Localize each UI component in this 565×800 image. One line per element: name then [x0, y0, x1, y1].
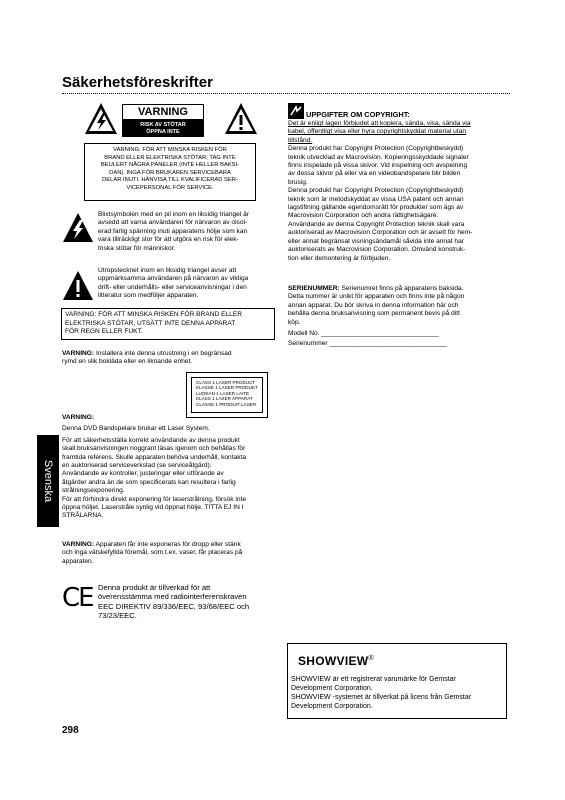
serial-section: [288, 285, 510, 349]
text-line: Det är enligt lagen förbjudet att kopiera, sända, visa, sända via: [288, 120, 471, 127]
language-tab-label: Svenska: [42, 459, 54, 503]
text-line: Development Corporation.: [291, 703, 373, 710]
text-line: kabel, offentligt visa eller hyra copyrightskyddat material utan: [288, 128, 467, 136]
model-label: Modell No.: [288, 330, 320, 338]
text-line: Detta nummer är unikt för apparaten och finns inte på någon: [288, 293, 465, 301]
text-line: auktoriserats av Macrovision Corporation. Omvänd konstruk-: [288, 246, 466, 254]
install-warning-label: VARNING:: [62, 350, 95, 357]
model-blank: ________________________________: [321, 330, 439, 338]
serial-number-label: Serienummer: [288, 340, 328, 348]
copyright-icon: [288, 103, 304, 119]
exclamation-warning-icon: [224, 102, 258, 136]
text-line: 73/23/EEC.: [98, 611, 137, 621]
text-line: FÖR REGN ELLER FUKT.: [65, 328, 143, 336]
showview-logo-text: SHOWVIEW: [298, 654, 369, 668]
bolt-explanation: [98, 211, 278, 253]
showview-logo: [298, 654, 374, 668]
lightning-warning-icon: [84, 102, 118, 136]
text-line: För att förhindra direkt exponering för laserstrålning, försök inte: [62, 495, 246, 503]
laser-heading: VARNING:: [62, 414, 95, 421]
laser-class-label: [186, 372, 268, 418]
drip-warning-label: VARNING:: [62, 541, 95, 548]
varning-head: VARNING: [122, 104, 204, 120]
drip-warning: [62, 541, 280, 566]
fire-warning-box: [61, 308, 275, 340]
text-line: Användande av denna Copyright Protection teknik skall vara: [288, 220, 465, 228]
text-line: VARNING: FÖR ATT MINSKA RISKEN FÖR BRAND ELLER: [65, 311, 242, 318]
text-line: åtgärder andra än de som specificerats kan resultera i farlig: [62, 478, 236, 486]
text-line: STRÅLARNA.: [62, 512, 104, 520]
text-line: litteratur som medföljer apparaten.: [98, 292, 199, 300]
registered-mark: ®: [368, 655, 374, 662]
varning-sub: [122, 120, 204, 137]
text-line: Denna produkt är tillverkad för att: [98, 583, 211, 592]
text-line: auktoriserad av Macrovision Corporation och är avsett för hem-: [288, 229, 473, 237]
serial-blank: ________________________________: [329, 340, 447, 348]
laser-label-line: LUOKAN 1 LASER LAITE: [196, 390, 250, 396]
frame-line: BEULERT NÅGRA PANELER (INTE HELLER BAKSI-: [100, 162, 240, 169]
frame-line: VARNING: FÖR ATT MINSKA RISKEN FÖR: [113, 147, 227, 153]
text-line: finns inspelade på vissa skivor. Vid inspelning och avspelning: [288, 162, 468, 170]
text-line: Blixtsymbolen med en pil inom en liksidig triangel är: [98, 211, 249, 218]
frame-line: BRAND ELLER ELEKTRISKA STÖTAR, TAG INTE: [104, 154, 236, 161]
text-line: SHOWVIEW -systemet är tillverkat på licens från Gemstar: [291, 694, 472, 701]
frame-line: DELAR INUTI. HÄNVISA TILL KVALIFICERAD SER-: [102, 177, 238, 184]
varning-sub-2: ÖPPNA INTE: [146, 128, 180, 135]
showview-text: [291, 675, 503, 711]
serial-label: SERIENUMMER:: [288, 285, 340, 292]
showview-box: [287, 643, 507, 719]
text-line: För att säkerhetsställa korrekt användande av denna produkt: [62, 436, 240, 444]
text-line: EEC DIREKTIV 89/336/EEC, 93/68/EEC och: [98, 601, 250, 611]
text-line: SHOWVIEW är ett registrerat varumärke för Gemstar: [291, 676, 456, 683]
text-line: uppmärksamma användaren på närvaron av viktiga: [98, 275, 249, 283]
text-line: skall bruksanvisningen noggrant läsas igenom och behållas för: [62, 445, 246, 453]
text-line: Utropstecknet inom en liksidig triangel avser att: [98, 267, 237, 274]
text-line: öppna höljet. Laserstråle synlig vid öppnat hölje. TITTA EJ IN I: [62, 504, 244, 512]
laser-label-line: CLASS 1 LASER PRODUCT: [196, 380, 256, 385]
exclamation-triangle-icon: [62, 270, 94, 302]
text-line: av dessa skivor på eller via en videobandspelare blir bilden: [288, 170, 461, 178]
text-line: triska stötar för människor.: [98, 244, 176, 252]
varning-sub-1: RISK AV STÖTAR: [140, 122, 186, 128]
text-line: erad farlig spänning inuti apparatens hölje som kan: [98, 227, 248, 235]
laser-label-line: KLASSE 1 LASER PRODUKT: [196, 385, 258, 391]
text-line: tion eller demontering är förbjuden.: [288, 254, 391, 262]
laser-section: [62, 414, 280, 521]
text-line: Apparaten får inte exponeras för dropp eller stänk: [94, 541, 241, 548]
language-tab: [37, 435, 59, 527]
ce-mark-icon: CE: [62, 583, 93, 613]
title-divider: [62, 93, 510, 94]
text-line: drift- eller underhålls- eller serviceanvisningar i den: [98, 283, 247, 291]
text-line: köp.: [288, 318, 301, 326]
copyright-heading: UPPGIFTER OM COPYRIGHT:: [306, 110, 410, 119]
page-title: Säkerhetsföreskrifter: [62, 74, 213, 91]
varning-label: [122, 104, 204, 137]
text-line: annan apparat. Du bör skriva in denna information här och: [288, 301, 459, 309]
text-line: apparaten.: [62, 557, 94, 565]
text-line: brusig.: [288, 178, 308, 186]
text-line: vara tillräckligt stor för att utgöra en risk för elek-: [98, 236, 239, 244]
text-line: Denna DVD Bandspelare brukar ett Laser System.: [62, 425, 210, 433]
ce-text: [98, 583, 278, 621]
text-line: Serienumret finns på apparatens baksida.: [339, 285, 464, 292]
text-line: Macrovision Corporation och andra rättighetsägare.: [288, 212, 439, 220]
text-line: Användande av kontroller, justeringar eller utförande av: [62, 470, 224, 478]
text-line: tillstånd.: [288, 136, 313, 144]
page-number: 298: [62, 725, 79, 736]
text-line: teknik utvecklad av Macrovision. Kopieringsskyddade signaler: [288, 153, 469, 161]
frame-line: VICEPERSONAL FÖR SERVICE.: [126, 184, 214, 191]
laser-label-line: CLASSE 1 PRODUIT LASER: [196, 401, 257, 407]
text-line: lagstiftning gällande egendomsrätt för produkter som ägs av: [288, 204, 464, 212]
text-line: framtida referens. Skulle apparaten behöva underhåll, kontakta: [62, 453, 247, 461]
text-line: överensstämma med radiointerferenskraven: [98, 592, 247, 602]
copyright-text: [288, 120, 510, 263]
frame-line: DAN). INGA FÖR BRUKAREN SERVICEBARA: [109, 169, 231, 176]
warning-frame: [84, 143, 256, 201]
text-line: strålningsexponering.: [62, 487, 125, 495]
text-line: Development Corporation.: [291, 685, 373, 692]
text-line: eller annat begränsat visningsändamål såvida inte annat har: [288, 237, 464, 245]
text-line: teknik som är metodskyddat av vissa USA patent och annan: [288, 195, 464, 203]
text-line: ELEKTRISKA STÖTAR, UTSÄTT INTE DENNA APPARAT: [65, 319, 236, 327]
text-line: avsedd att varna användaren för närvaron av oisol-: [98, 219, 248, 227]
text-line: Denna produkt har Copyright Protection (Copyrightbeskydd): [288, 187, 464, 195]
text-line: behålla denna bruksanvisning som permanent bevis på ditt: [288, 310, 460, 318]
laser-label-line: KLASS 1 LASER APPARAT: [196, 396, 253, 402]
lightning-triangle-icon: [62, 212, 94, 244]
text-line: Denna produkt har Copyright Protection (Copyrightbeskydd): [288, 145, 464, 153]
text-line: och inga vätskefyllda föremål, som t.ex. vaser, får placeras på: [62, 549, 243, 557]
exclaim-explanation: [98, 267, 278, 301]
text-line: Installera inte denna utrustning i en begränsad: [94, 350, 232, 357]
text-line: rymd en slik bokläda eller en liknande enhet.: [62, 358, 193, 366]
install-warning: [62, 350, 278, 367]
text-line: en auktoriserad serviceverkstad (se serviceåtgärd).: [62, 462, 212, 470]
